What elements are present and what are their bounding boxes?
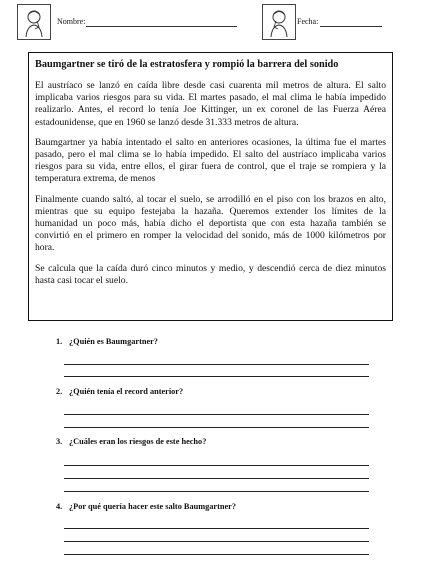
answer-line[interactable] [64, 414, 369, 415]
question-text: ¿Quién tenía el record anterior? [69, 387, 184, 396]
fecha-field[interactable] [320, 26, 382, 27]
reading-box [28, 52, 393, 321]
question-number: 4. [56, 502, 63, 511]
question-number: 1. [56, 337, 63, 346]
question-text: ¿Cuáles eran los riesgos de este hecho? [69, 437, 207, 446]
reading-title: Baumgartner se tiró de la estratosfera y rompió la barrera del sonido [35, 59, 339, 70]
question-number: 3. [56, 437, 63, 446]
answer-line[interactable] [64, 478, 369, 479]
answer-line[interactable] [64, 491, 369, 492]
answer-line[interactable] [64, 541, 369, 542]
question-1 [56, 337, 158, 346]
reading-paragraph: Finalmente cuando saltó, al tocar el suelo, se arrodilló en el piso con los brazos en alto, mientras que su equipo festejaba la hazaña. Queremos extender los límites de la humanidad un poco más, había dicho el deportista que con esta hazaña también se convirtió en el primero en romper la velocidad del sonido, más de 1000 kilómetros por hora. [35, 193, 386, 254]
question-text: ¿Por qué quería hacer este salto Baumgartner? [69, 502, 236, 511]
nombre-field[interactable] [86, 26, 237, 27]
answer-line[interactable] [64, 528, 369, 529]
question-3 [56, 437, 206, 446]
reading-paragraph: El austríaco se lanzó en caída libre desde casi cuarenta mil metros de altura. El salto implicaba varios riesgos para su vida. El martes pasado, el mal clima le había impedido realizarlo. Antes, el record lo tenía Joe Kittinger, un ex coronel de las Fuerza Aérea estadounidense, que en 1960 se lanzó desde 31.333 metros de altura. [35, 80, 386, 128]
nombre-label: Nombre: [57, 17, 86, 26]
answer-line[interactable] [64, 376, 369, 377]
worksheet-header [0, 0, 421, 44]
reading-paragraph: Se calcula que la caída duró cinco minutos y medio, y descendió cerca de diez minutos hasta casi tocar el suelo. [35, 262, 386, 286]
question-4 [56, 502, 236, 511]
answer-line[interactable] [64, 465, 369, 466]
answer-line[interactable] [64, 364, 369, 365]
question-number: 2. [56, 387, 63, 396]
thinking-child-icon [262, 4, 296, 40]
answer-line[interactable] [64, 554, 369, 555]
question-2 [56, 387, 183, 396]
fecha-label: Fecha: [297, 17, 319, 26]
question-text: ¿Quién es Baumgartner? [69, 337, 158, 346]
thinking-child-icon [17, 4, 51, 40]
answer-line[interactable] [64, 427, 369, 428]
reading-paragraph: Baumgartner ya había intentado el salto en anteriores ocasiones, la última fue el martes pasado, pero el mal clima se lo había impedido. El salto del austríaco implicaba varios riesgos para su vida, entre ellos, el girar fuera de control, que el traje se rompiera y la temperatura extrema, de menos [35, 136, 386, 185]
